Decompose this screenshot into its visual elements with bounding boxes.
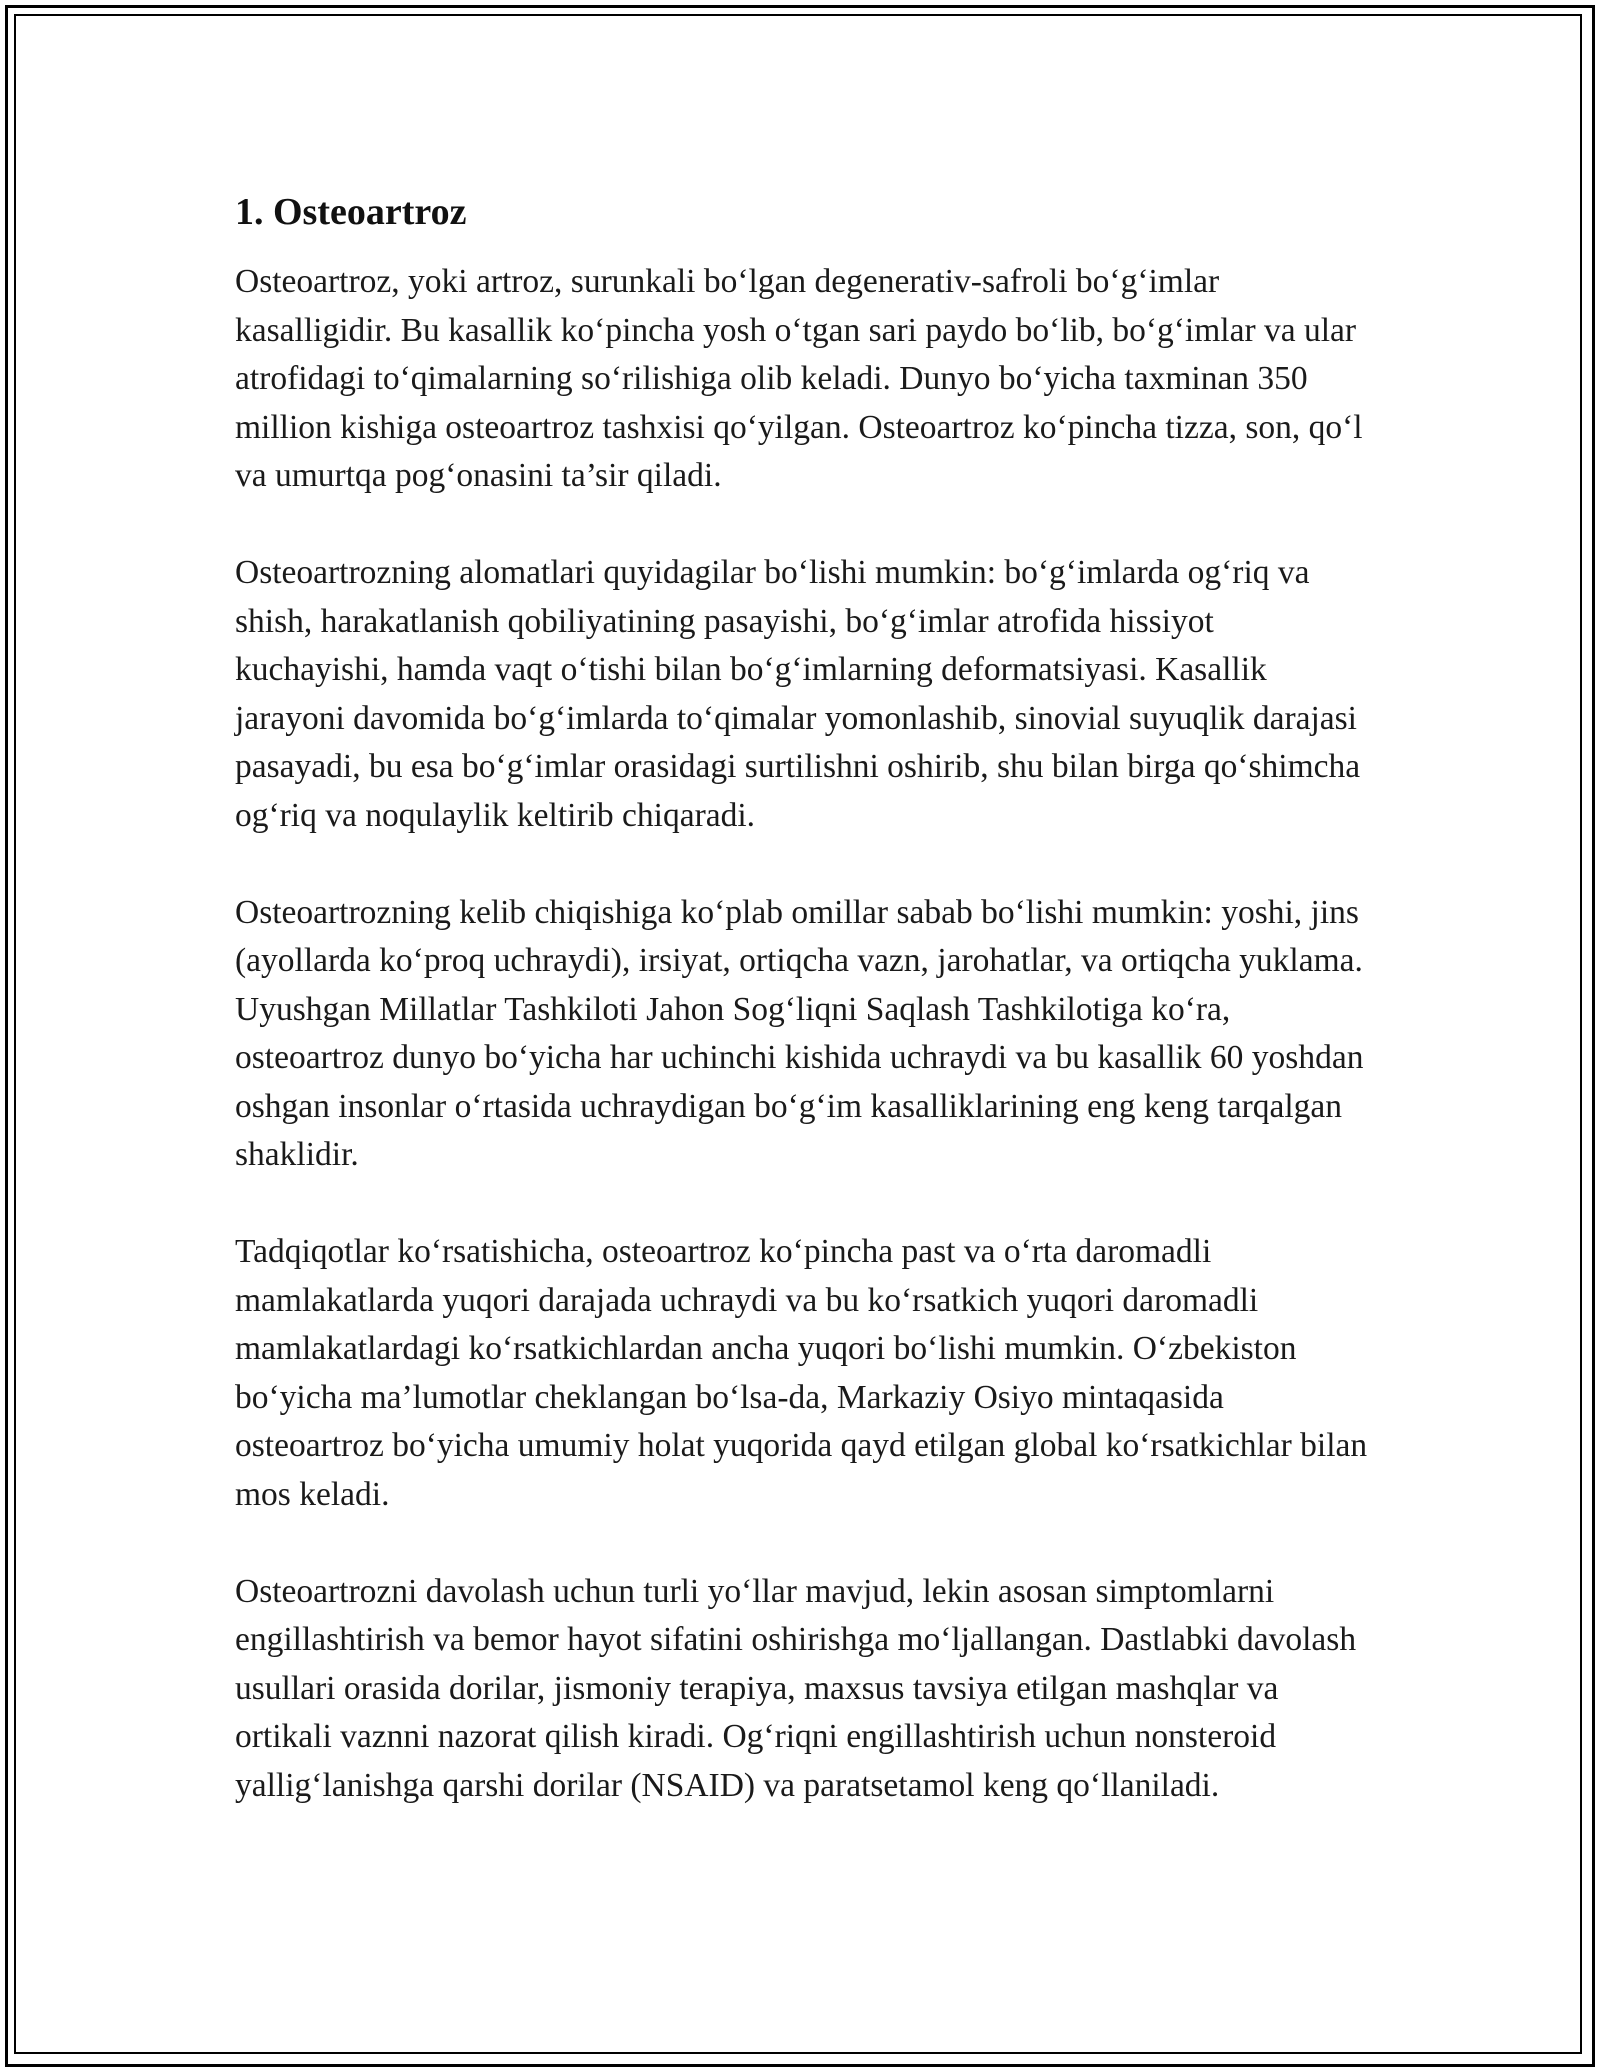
section-heading: 1. Osteoartroz [235, 191, 467, 233]
document-body [235, 188, 1375, 1810]
paragraph-causes: Osteoartrozning kelib chiqishiga ko‘plab omillar sabab bo‘lishi mumkin: yoshi, jins (ayollarda ko‘proq uchraydi), irsiyat, ortiqcha vazn, jarohatlar, va ortiqcha yuklama. Uyushgan Millatlar Tashkiloti Jahon Sog‘liqni Saqlash Tashkilotiga ko‘ra, osteoartroz dunyo bo‘yicha har uchinchi kishida uchraydi va bu kasallik 60 yoshdan oshgan insonlar o‘rtasida uchraydigan bo‘g‘im kasalliklarining eng keng tarqalgan shaklidir. [235, 893, 1364, 1173]
paragraph-definition: Osteoartroz, yoki artroz, surunkali bo‘lgan degenerativ-safroli bo‘g‘imlar kasalligidir. Bu kasallik ko‘pincha yosh o‘tgan sari paydo bo‘lib, bo‘g‘imlar va ular atrofidagi to‘qimalarning so‘rilishiga olib keladi. Dunyo bo‘yicha taxminan 350 million kishiga osteoartroz tashxisi qo‘yilgan. Osteoartroz ko‘pincha tizza, son, qo‘l va umurtqa pog‘onasini ta’sir qiladi. [235, 263, 1363, 494]
paragraph-prevalence: Tadqiqotlar ko‘rsatishicha, osteoartroz ko‘pincha past va o‘rta daromadli mamlakatlarda yuqori darajada uchraydi va bu ko‘rsatkich yuqori daromadli mamlakatlardagi ko‘rsatkichlardan ancha yuqori bo‘lishi mumkin. O‘zbekiston bo‘yicha ma’lumotlar cheklangan bo‘lsa-da, Markaziy Osiyo mintaqasida osteoartroz bo‘yicha umumiy holat yuqorida qayd etilgan global ko‘rsatkichlar bilan mos keladi. [235, 1233, 1368, 1513]
paragraph-symptoms: Osteoartrozning alomatlari quyidagilar bo‘lishi mumkin: bo‘g‘imlarda og‘riq va shish, harakatlanish qobiliyatining pasayishi, bo‘g‘imlar atrofida hissiyot kuchayishi, hamda vaqt o‘tishi bilan bo‘g‘imlarning deformatsiyasi. Kasallik jarayoni davomida bo‘g‘imlarda to‘qimalar yomonlashib, sinovial suyuqlik darajasi pasayadi, bu esa bo‘g‘imlar orasidagi surtilishni oshirib, shu bilan birga qo‘shimcha og‘riq va noqulaylik keltirib chiqaradi. [235, 554, 1361, 834]
paragraph-treatment: Osteoartrozni davolash uchun turli yo‘llar mavjud, lekin asosan simptomlarni engillashtirish va bemor hayot sifatini oshirishga mo‘ljallangan. Dastlabki davolash usullari orasida dorilar, jismoniy terapiya, maxsus tavsiya etilgan mashqlar va ortikali vaznni nazorat qilish kiradi. Og‘riqni engillashtirish uchun nonsteroid yallig‘lanishga qarshi dorilar (NSAID) va paratsetamol keng qo‘llaniladi. [235, 1572, 1357, 1804]
